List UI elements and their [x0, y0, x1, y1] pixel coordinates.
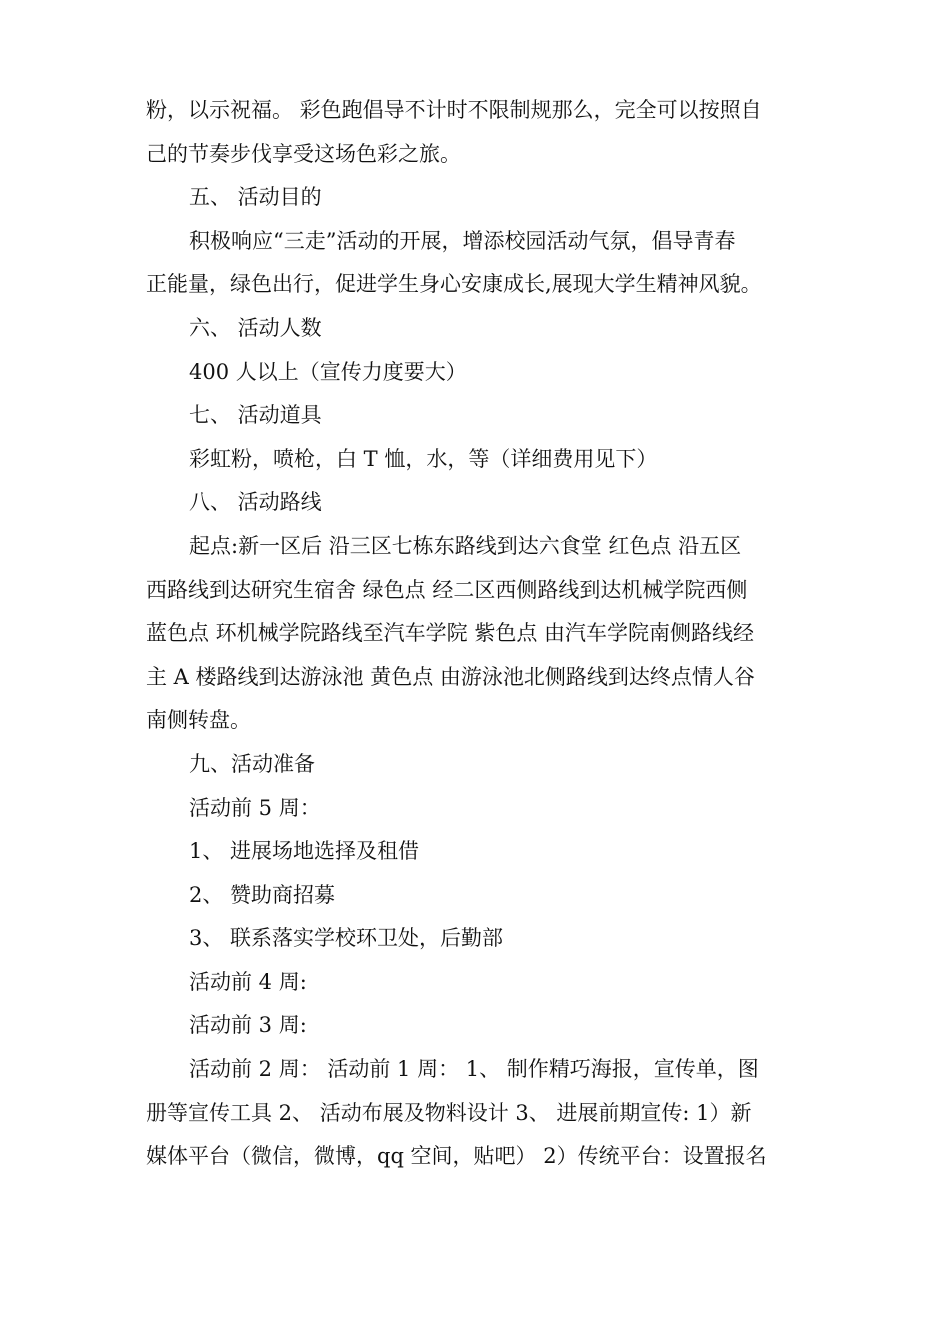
text-line: 400 人以上（宣传力度要大） [189, 359, 467, 384]
text-line: 五、 活动目的 [189, 185, 322, 210]
text-line: 1、 进展场地选择及租借 [189, 839, 420, 864]
text-line: 起点:新一区后 沿三区七栋东路线到达六食堂 红色点 沿五区 [189, 533, 742, 558]
text-line: 蓝色点 环机械学院路线至汽车学院 紫色点 由汽车学院南侧路线经 [146, 621, 755, 646]
text-line: 活动前 2 周： 活动前 1 周： 1、 制作精巧海报，宣传单，图 [189, 1057, 759, 1082]
text-line: 媒体平台（微信，微博，qq 空间，贴吧） 2）传统平台：设置报名 [146, 1144, 767, 1169]
text-line: 南侧转盘。 [146, 708, 251, 733]
text-line: 活动前 3 周: [189, 1013, 307, 1038]
text-line: 积极响应“三走”活动的开展，增添校园活动气氛，倡导青春 [189, 228, 736, 253]
text-line: 3、 联系落实学校环卫处，后勤部 [189, 926, 504, 951]
text-line: 2、 赞助商招募 [189, 882, 336, 907]
text-line: 八、 活动路线 [189, 490, 322, 515]
text-line: 活动前 5 周： [189, 795, 321, 820]
text-line: 彩虹粉，喷枪，白 T 恤，水，等（详细费用见下） [189, 446, 658, 471]
text-line: 九、活动准备 [189, 751, 315, 776]
text-line: 六、 活动人数 [189, 315, 322, 340]
text-line: 活动前 4 周: [189, 969, 307, 994]
text-line: 己的节奏步伐享受这场色彩之旅。 [146, 141, 461, 166]
text-line: 粉，以示祝福。 彩色跑倡导不计时不限制规那么，完全可以按照自 [146, 98, 762, 122]
text-line: 主 A 楼路线到达游泳池 黄色点 由游泳池北侧路线到达终点情人谷 [146, 664, 755, 689]
document-body [146, 89, 806, 1179]
text-line: 七、 活动道具 [189, 403, 322, 428]
text-line: 册等宣传工具 2、 活动布展及物料设计 3、 进展前期宣传: 1）新 [146, 1100, 752, 1125]
text-line: 正能量，绿色出行，促进学生身心安康成长,展现大学生精神风貌。 [146, 272, 762, 297]
text-line: 西路线到达研究生宿舍 绿色点 经二区西侧路线到达机械学院西侧 [146, 577, 748, 602]
